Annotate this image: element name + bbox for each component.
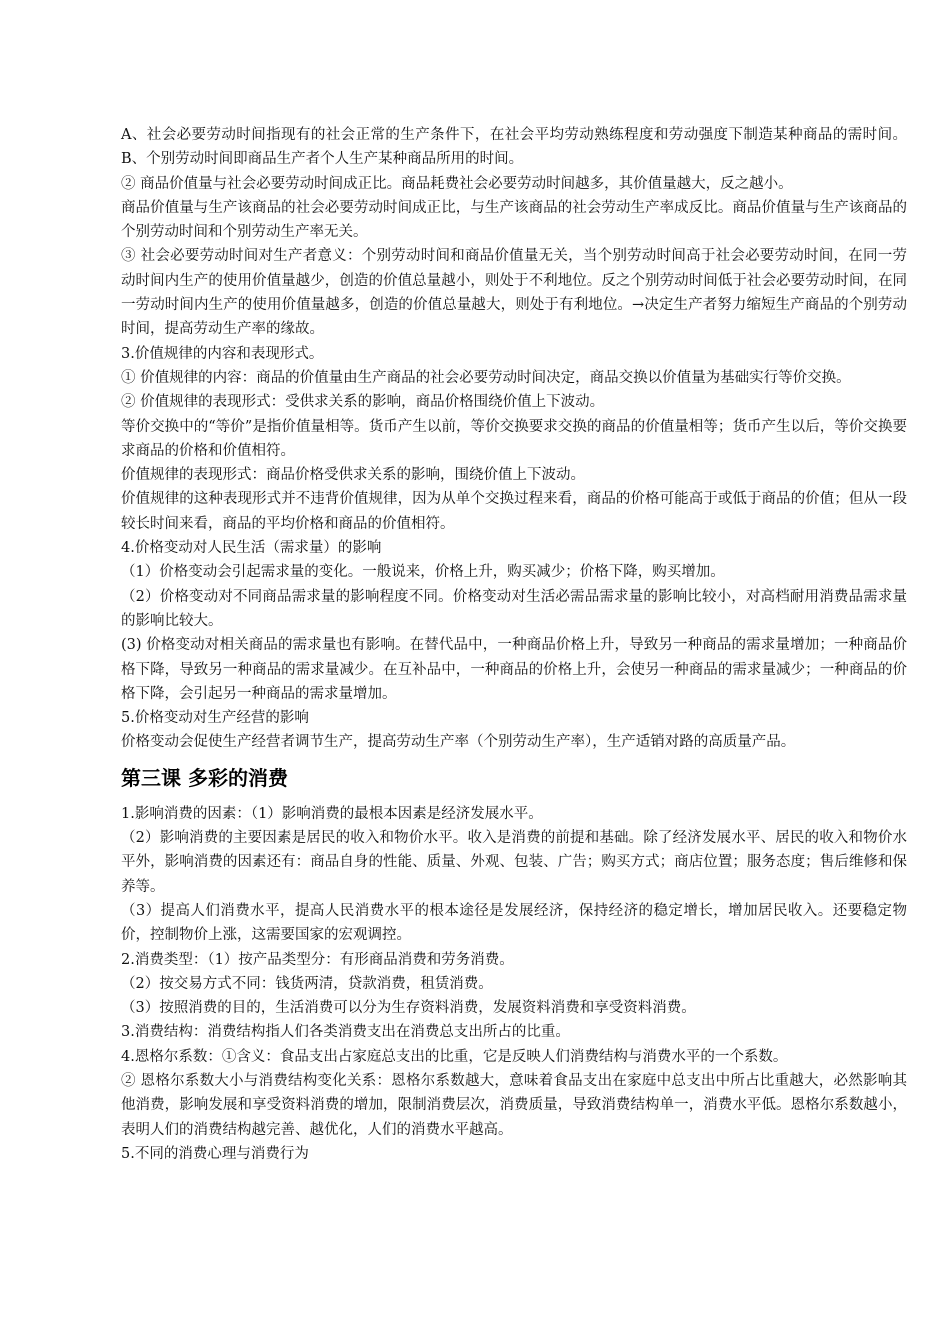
paragraph-labor-time-definitions: A、社会必要劳动时间指现有的社会正常的生产条件下，在社会平均劳动熟练程度和劳动强度下制造某种商品的需时间。B、个别劳动时间即商品生产者个人生产某种商品所用的时间。 [121, 127, 907, 168]
paragraph-law-of-value-content: ① 价值规律的内容：商品的价值量由生产商品的社会必要劳动时间决定，商品交换以价值量为基础实行等价交换。 [121, 369, 851, 386]
paragraph-law-of-value-form-2: 价值规律的表现形式：商品价格受供求关系的影响，围绕价值上下波动。 [121, 467, 585, 484]
paragraph-price-demand-3: (3) 价格变动对相关商品的需求量也有影响。在替代品中，一种商品价格上升，导致另一种商品的需求量增加；一种商品价格下降，导致另一种商品的需求量减少。在互补品中，一种商品的价格上升，会使另一种商品的需求量减少；一种商品的价格下降，会引起另一种商品的需求量增加。 [121, 637, 907, 702]
paragraph-consumption-types-2: （2）按交易方式不同：钱货两清，贷款消费，租赁消费。 [121, 975, 493, 992]
paragraph-value-proportional: ② 商品价值量与社会必要劳动时间成正比。商品耗费社会必要劳动时间越多，其价值量越大，反之越小。 [121, 175, 793, 192]
paragraph-price-demand-heading: 4.价格变动对人民生活（需求量）的影响 [121, 540, 382, 557]
paragraph-value-productivity: 商品价值量与生产该商品的社会必要劳动时间成正比，与生产该商品的社会劳动生产率成反比。商品价值量与生产该商品的个别劳动时间和个别劳动生产率无关。 [121, 199, 907, 241]
paragraph-equal-exchange: 等价交换中的“等价”是指价值量相等。货币产生以前，等价交换要求交换的商品的价值量相等；货币产生以后，等价交换要求商品的价格和价值相符。 [121, 418, 907, 459]
paragraph-consumption-types-1: 2.消费类型：（1）按产品类型分：有形商品消费和劳务消费。 [121, 951, 514, 968]
paragraph-law-of-value-form: ② 价值规律的表现形式：受供求关系的影响，商品价格围绕价值上下波动。 [121, 394, 605, 411]
paragraph-price-demand-1: （1）价格变动会引起需求量的变化。一般说来，价格上升，购买减少；价格下降，购买增加。 [121, 564, 725, 581]
paragraph-engel-definition: 4.恩格尔系数：①含义：食品支出占家庭总支出的比重，它是反映人们消费结构与消费水平的一个系数。 [121, 1048, 788, 1065]
paragraph-consumption-factors-2: （2）影响消费的主要因素是居民的收入和物价水平。收入是消费的前提和基础。除了经济发展水平、居民的收入和物价水平外，影响消费的因素还有：商品自身的性能、质量、外观、包装、广告；购买方式；商店位置；服务态度；售后维修和保养等。 [121, 830, 907, 895]
paragraph-consumption-factors-1: 1.影响消费的因素：（1）影响消费的最根本因素是经济发展水平。 [121, 805, 543, 822]
paragraph-price-demand-2: （2）价格变动对不同商品需求量的影响程度不同。价格变动对生活必需品需求量的影响比较小，对高档耐用消费品需求量的影响比较大。 [121, 588, 907, 629]
section-heading-lesson-3: 第三课 多彩的消费 [121, 765, 288, 790]
paragraph-consumer-psychology-heading: 5.不同的消费心理与消费行为 [121, 1145, 309, 1162]
paragraph-producer-significance: ③ 社会必要劳动时间对生产者意义：个别劳动时间和商品价值量无关，当个别劳动时间高于社会必要劳动时间，在同一劳动时间内生产的使用价值量越少，创造的价值总量越小，则处于不利地位。反之个别劳动时间低于社会必要劳动时间，在同一劳动时间内生产的使用价值量越多，创造的价值总量越大，则处于有利地位。→决定生产者努力缩短生产商品的个别劳动时间，提高劳动生产率的缘故。 [121, 248, 907, 338]
paragraph-price-production-heading: 5.价格变动对生产经营的影响 [121, 710, 309, 727]
paragraph-law-of-value-explanation: 价值规律的这种表现形式并不违背价值规律，因为从单个交换过程来看，商品的价格可能高于或低于商品的价值；但从一段较长时间来看，商品的平均价格和商品的价值相符。 [121, 491, 907, 532]
paragraph-engel-relationship: ② 恩格尔系数大小与消费结构变化关系：恩格尔系数越大，意味着食品支出在家庭中总支出中所占比重越大，必然影响其他消费，影响发展和享受资料消费的增加，限制消费层次，消费质量，导致消费结构单一，消费水平低。恩格尔系数越小，表明人们的消费结构越完善、越优化，人们的消费水平越高。 [121, 1072, 907, 1138]
document-body [121, 123, 907, 1166]
paragraph-consumption-factors-3: （3）提高人们消费水平，提高人民消费水平的根本途径是发展经济，保持经济的稳定增长，增加居民收入。还要稳定物价，控制物价上涨，这需要国家的宏观调控。 [121, 902, 907, 944]
paragraph-consumption-types-3: （3）按照消费的目的，生活消费可以分为生存资料消费，发展资料消费和享受资料消费。 [121, 1000, 696, 1017]
paragraph-price-production: 价格变动会促使生产经营者调节生产，提高劳动生产率（个别劳动生产率），生产适销对路的高质量产品。 [121, 734, 796, 751]
paragraph-consumption-structure: 3.消费结构：消费结构指人们各类消费支出在消费总支出所占的比重。 [121, 1024, 570, 1041]
paragraph-law-of-value-heading: 3.价值规律的内容和表现形式。 [121, 345, 324, 362]
